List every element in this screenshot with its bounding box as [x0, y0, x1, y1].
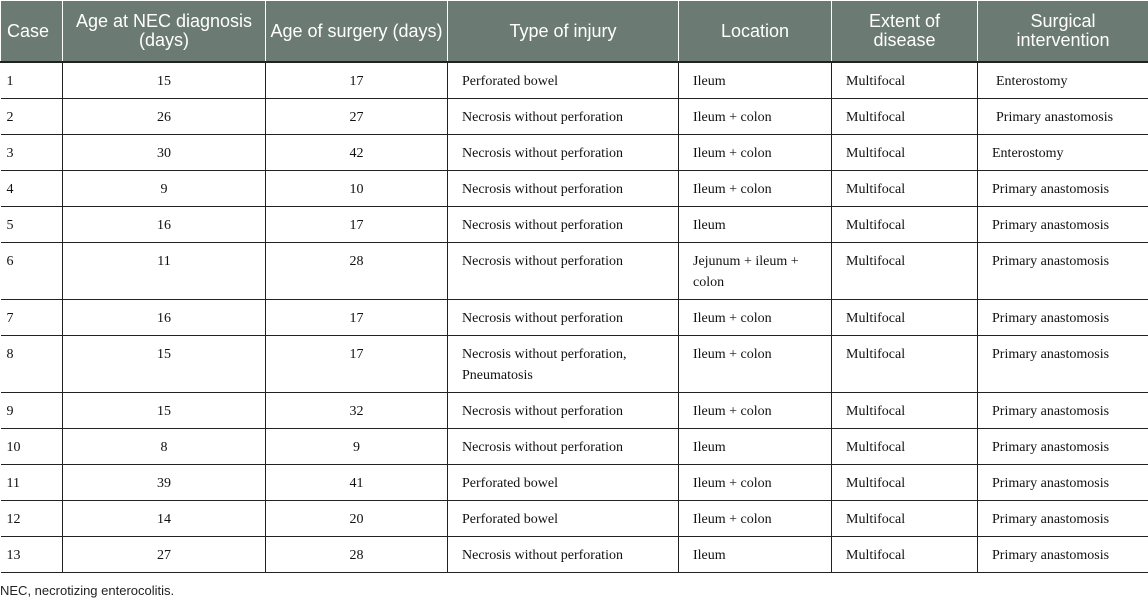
- cell-location: Jejunum + ileum + colon: [679, 243, 832, 300]
- cell-case: 10: [1, 429, 63, 465]
- cell-age-diagnosis: 15: [63, 336, 266, 393]
- cell-age-diagnosis: 30: [63, 135, 266, 171]
- table-row: [1, 501, 1148, 537]
- cell-injury: Necrosis without perforation: [448, 393, 679, 429]
- cell-intervention: Primary anastomosis: [978, 465, 1148, 501]
- cell-location: Ileum + colon: [679, 99, 832, 135]
- cell-age-surgery: 20: [266, 501, 448, 537]
- cell-extent: Multifocal: [832, 207, 978, 243]
- cell-case: 7: [1, 300, 63, 336]
- cell-case: 4: [1, 171, 63, 207]
- cell-age-surgery: 28: [266, 243, 448, 300]
- table-row: [1, 243, 1148, 300]
- cell-age-diagnosis: 14: [63, 501, 266, 537]
- cell-age-surgery: 17: [266, 207, 448, 243]
- cell-location: Ileum: [679, 62, 832, 99]
- header-case: Case: [1, 1, 63, 63]
- cell-injury: Necrosis without perforation: [448, 300, 679, 336]
- table-row: [1, 429, 1148, 465]
- header-type-of-injury: Type of injury: [448, 1, 679, 63]
- cell-injury: Necrosis without perforation: [448, 207, 679, 243]
- cell-injury: Perforated bowel: [448, 62, 679, 99]
- cell-extent: Multifocal: [832, 465, 978, 501]
- cell-case: 2: [1, 99, 63, 135]
- cell-case: 6: [1, 243, 63, 300]
- header-age-nec-diagnosis: Age at NEC diagnosis (days): [63, 1, 266, 63]
- cell-intervention: Primary anastomosis: [978, 171, 1148, 207]
- cell-injury: Necrosis without perforation: [448, 99, 679, 135]
- cell-location: Ileum: [679, 207, 832, 243]
- cell-injury: Necrosis without perforation, Pneumatosis: [448, 336, 679, 393]
- cell-case: 8: [1, 336, 63, 393]
- header-age-surgery: Age of surgery (days): [266, 1, 448, 63]
- cell-extent: Multifocal: [832, 393, 978, 429]
- cell-intervention: Primary anastomosis: [978, 300, 1148, 336]
- table-row: [1, 336, 1148, 393]
- cell-location: Ileum: [679, 429, 832, 465]
- table-row: [1, 207, 1148, 243]
- cell-extent: Multifocal: [832, 501, 978, 537]
- cell-injury: Necrosis without perforation: [448, 243, 679, 300]
- table-row: [1, 99, 1148, 135]
- cell-age-diagnosis: 15: [63, 62, 266, 99]
- cell-case: 9: [1, 393, 63, 429]
- cell-age-surgery: 28: [266, 537, 448, 573]
- cell-age-diagnosis: 27: [63, 537, 266, 573]
- cell-location: Ileum + colon: [679, 300, 832, 336]
- cell-intervention: Enterostomy: [978, 135, 1148, 171]
- cell-intervention: Primary anastomosis: [978, 429, 1148, 465]
- cell-age-surgery: 10: [266, 171, 448, 207]
- cell-age-surgery: 17: [266, 300, 448, 336]
- cell-extent: Multifocal: [832, 135, 978, 171]
- cell-case: 12: [1, 501, 63, 537]
- cell-age-diagnosis: 39: [63, 465, 266, 501]
- cell-location: Ileum + colon: [679, 135, 832, 171]
- header-row: [1, 1, 1148, 63]
- table-row: [1, 300, 1148, 336]
- cell-age-diagnosis: 9: [63, 171, 266, 207]
- table-row: [1, 393, 1148, 429]
- cell-intervention: Primary anastomosis: [978, 336, 1148, 393]
- cell-injury: Necrosis without perforation: [448, 537, 679, 573]
- cell-intervention: Enterostomy: [978, 62, 1148, 99]
- cell-age-surgery: 42: [266, 135, 448, 171]
- cell-age-diagnosis: 15: [63, 393, 266, 429]
- cell-extent: Multifocal: [832, 336, 978, 393]
- header-location: Location: [679, 1, 832, 63]
- header-surgical-intervention: Surgical intervention: [978, 1, 1148, 63]
- cell-intervention: Primary anastomosis: [978, 243, 1148, 300]
- table-row: [1, 465, 1148, 501]
- cell-age-diagnosis: 8: [63, 429, 266, 465]
- cell-age-diagnosis: 16: [63, 207, 266, 243]
- cell-intervention: Primary anastomosis: [978, 393, 1148, 429]
- cell-intervention: Primary anastomosis: [978, 537, 1148, 573]
- table-row: [1, 135, 1148, 171]
- table-row: [1, 537, 1148, 573]
- cell-age-surgery: 17: [266, 62, 448, 99]
- table-row: [1, 171, 1148, 207]
- cell-case: 5: [1, 207, 63, 243]
- cell-location: Ileum + colon: [679, 501, 832, 537]
- cell-age-surgery: 27: [266, 99, 448, 135]
- cell-extent: Multifocal: [832, 429, 978, 465]
- cell-intervention: Primary anastomosis: [978, 501, 1148, 537]
- cell-extent: Multifocal: [832, 62, 978, 99]
- cell-injury: Necrosis without perforation: [448, 429, 679, 465]
- cell-intervention: Primary anastomosis: [978, 99, 1148, 135]
- cell-location: Ileum: [679, 537, 832, 573]
- header-extent-of-disease: Extent of disease: [832, 1, 978, 63]
- cell-location: Ileum + colon: [679, 393, 832, 429]
- cell-age-diagnosis: 11: [63, 243, 266, 300]
- cell-age-surgery: 17: [266, 336, 448, 393]
- cell-case: 13: [1, 537, 63, 573]
- cell-case: 3: [1, 135, 63, 171]
- cell-age-diagnosis: 16: [63, 300, 266, 336]
- cell-location: Ileum + colon: [679, 171, 832, 207]
- cell-injury: Necrosis without perforation: [448, 135, 679, 171]
- cell-extent: Multifocal: [832, 171, 978, 207]
- cell-age-surgery: 41: [266, 465, 448, 501]
- cell-age-diagnosis: 26: [63, 99, 266, 135]
- table-row: [1, 62, 1148, 99]
- cell-case: 1: [1, 62, 63, 99]
- cell-extent: Multifocal: [832, 300, 978, 336]
- cell-extent: Multifocal: [832, 537, 978, 573]
- cell-extent: Multifocal: [832, 243, 978, 300]
- cell-injury: Perforated bowel: [448, 501, 679, 537]
- cell-intervention: Primary anastomosis: [978, 207, 1148, 243]
- cell-case: 11: [1, 465, 63, 501]
- cell-age-surgery: 32: [266, 393, 448, 429]
- cell-location: Ileum + colon: [679, 465, 832, 501]
- cell-injury: Necrosis without perforation: [448, 171, 679, 207]
- cell-injury: Perforated bowel: [448, 465, 679, 501]
- cell-age-surgery: 9: [266, 429, 448, 465]
- cell-location: Ileum + colon: [679, 336, 832, 393]
- cell-extent: Multifocal: [832, 99, 978, 135]
- table-footnote: NEC, necrotizing enterocolitis.: [0, 583, 175, 598]
